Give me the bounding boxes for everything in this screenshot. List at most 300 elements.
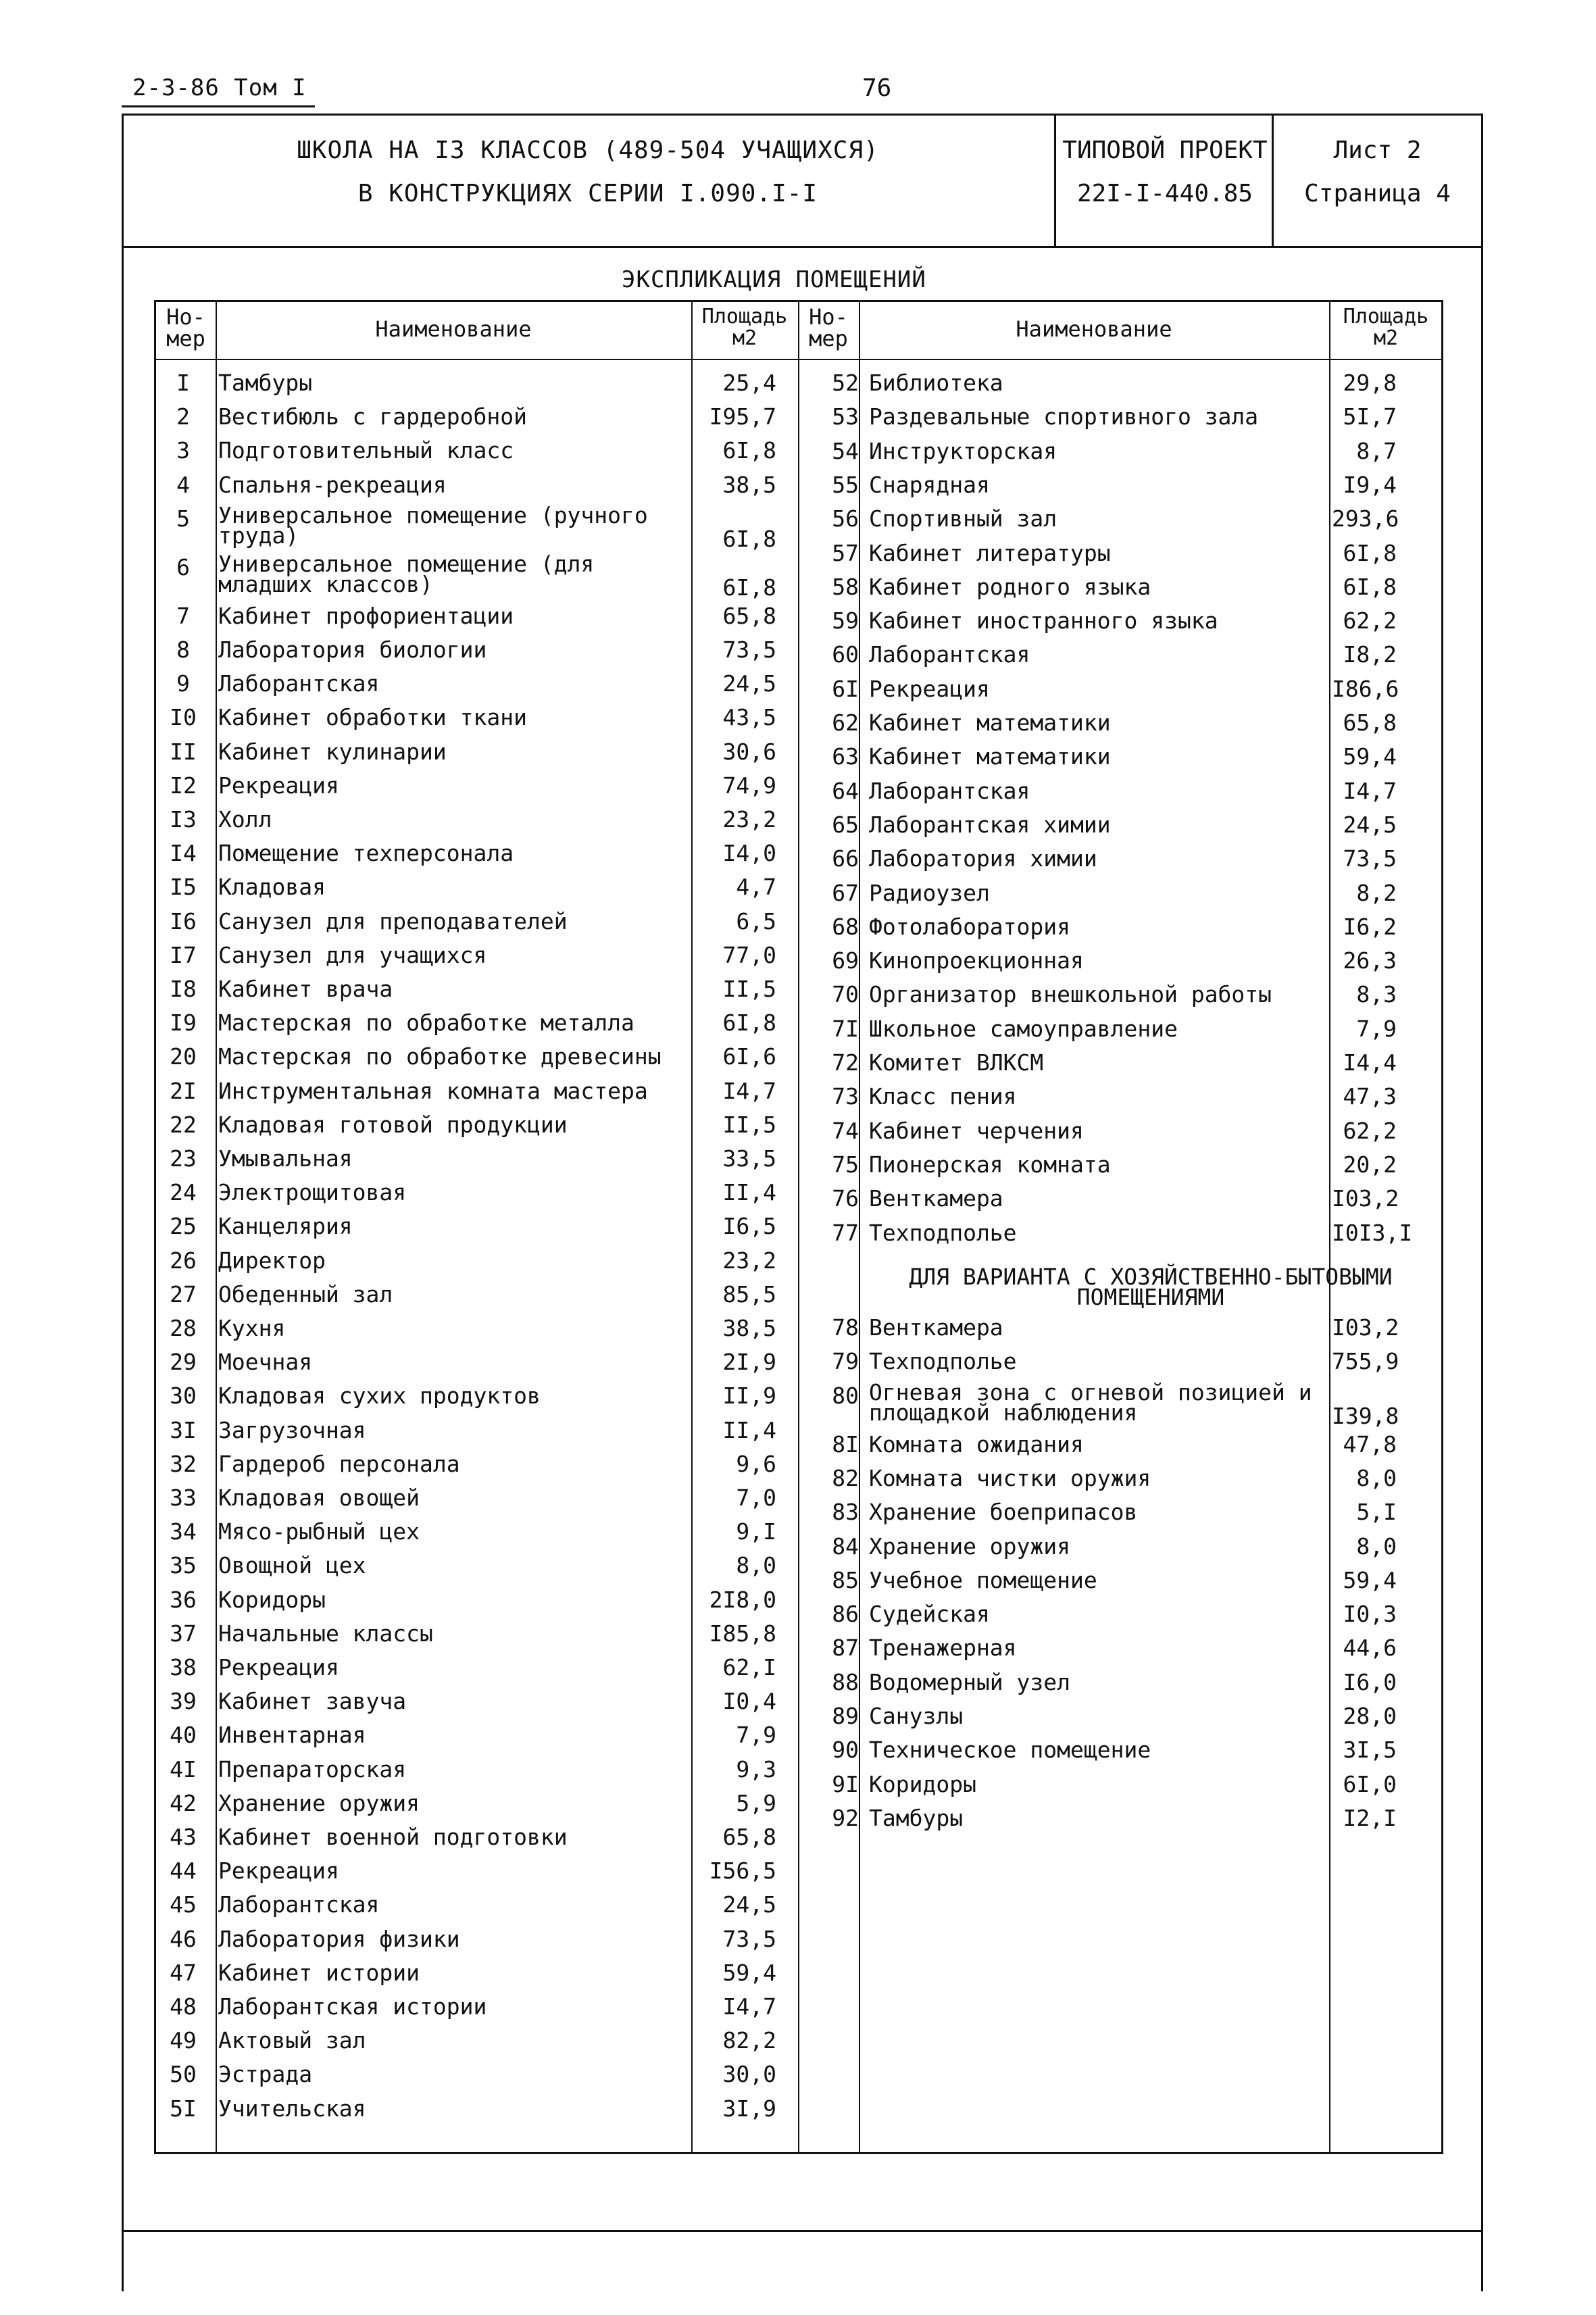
table-row xyxy=(805,710,1443,743)
room-area: 29,8 xyxy=(1343,370,1397,396)
table-row xyxy=(156,637,797,670)
table-row xyxy=(156,670,797,704)
room-area: I9,4 xyxy=(1343,471,1397,498)
room-area: I86,6 xyxy=(1332,675,1399,702)
table-row xyxy=(156,1078,797,1112)
room-number: I7 xyxy=(170,941,197,968)
room-number: 39 xyxy=(170,1688,197,1715)
table-row xyxy=(156,1417,797,1451)
room-area: 293,6 xyxy=(1332,505,1399,532)
room-name: Кабинет литературы xyxy=(869,539,1111,566)
header-area-right: Площадь м2 xyxy=(1343,305,1429,350)
room-number: 42 xyxy=(170,1789,197,1816)
table-row xyxy=(805,914,1443,947)
room-area: 82,2 xyxy=(722,2027,776,2054)
table-row xyxy=(805,607,1443,641)
room-number: 4I xyxy=(170,1756,197,1783)
table-row xyxy=(156,1756,797,1790)
table-row xyxy=(805,1151,1443,1185)
room-name: Коридоры xyxy=(218,1586,326,1613)
room-name: Гардероб персонала xyxy=(218,1450,460,1477)
room-area: 6I,8 xyxy=(722,1010,776,1037)
room-name: Загрузочная xyxy=(218,1416,366,1443)
table-row xyxy=(156,550,797,601)
room-area: 5I,7 xyxy=(1343,403,1397,430)
room-name: Начальные классы xyxy=(218,1620,433,1647)
room-name: Лаборантская химии xyxy=(869,811,1111,838)
room-name: Директор xyxy=(218,1247,326,1274)
table-row xyxy=(805,403,1443,437)
room-name: Кабинет завуча xyxy=(218,1688,407,1715)
room-name: Кабинет врача xyxy=(218,976,393,1002)
room-area: 7,0 xyxy=(736,1485,776,1511)
title-block xyxy=(122,114,1481,248)
room-number: 4 xyxy=(176,471,190,498)
room-name: Санузлы xyxy=(869,1703,964,1729)
room-number: 7I xyxy=(832,1015,859,1042)
room-number: 50 xyxy=(170,2061,197,2088)
table-row xyxy=(156,1654,797,1688)
room-area: 38,5 xyxy=(722,1315,776,1341)
room-area: I6,0 xyxy=(1343,1668,1397,1695)
room-name: Кладовая овощей xyxy=(218,1485,420,1511)
room-number: 26 xyxy=(170,1247,197,1274)
table-row xyxy=(805,1533,1443,1567)
room-number: 66 xyxy=(832,845,859,872)
room-number: 34 xyxy=(170,1518,197,1545)
table-row xyxy=(805,438,1443,472)
table-row xyxy=(156,1179,797,1213)
room-name: Водомерный узел xyxy=(869,1668,1071,1695)
table-row xyxy=(156,1926,797,1960)
room-name: Лаборантская xyxy=(218,1891,380,1918)
room-area: 65,8 xyxy=(722,602,776,629)
room-area: 755,9 xyxy=(1332,1348,1399,1375)
table-row xyxy=(805,1499,1443,1533)
room-number: 74 xyxy=(832,1117,859,1144)
room-number: 25 xyxy=(170,1213,197,1240)
room-name: Кинопроекционная xyxy=(869,947,1084,974)
room-area: 44,6 xyxy=(1343,1635,1397,1662)
room-area: 5,9 xyxy=(736,1789,776,1816)
room-area: 8,0 xyxy=(736,1552,776,1579)
room-number: I4 xyxy=(170,840,197,867)
table-row xyxy=(156,437,797,471)
table-row xyxy=(805,1465,1443,1499)
table-row xyxy=(156,772,797,806)
room-area: 59,4 xyxy=(1343,743,1397,770)
room-name: Кладовая готовой продукции xyxy=(218,1111,568,1138)
room-number: 5I xyxy=(170,2095,197,2122)
table-row xyxy=(805,812,1443,845)
room-area: 9,3 xyxy=(736,1756,776,1783)
room-name: Снарядная xyxy=(869,471,990,498)
room-name: Рекреация xyxy=(218,772,339,799)
room-name: Кладовая xyxy=(218,874,326,901)
room-name: Универсальное помещение (для младших классов) xyxy=(218,550,595,597)
room-area: 6I,8 xyxy=(722,525,776,552)
room-name: Препараторская xyxy=(218,1756,407,1783)
table-row xyxy=(156,1722,797,1756)
room-number: 52 xyxy=(832,370,859,396)
room-name: Тренажерная xyxy=(869,1635,1017,1662)
table-row xyxy=(805,880,1443,914)
room-number: 29 xyxy=(170,1349,197,1376)
table-row xyxy=(156,1451,797,1485)
room-number: 62 xyxy=(832,710,859,736)
room-name: Пионерская комната xyxy=(869,1151,1111,1178)
room-area: II,5 xyxy=(722,976,776,1002)
table-row xyxy=(805,1314,1443,1348)
room-name: Лаборатория химии xyxy=(869,845,1097,872)
room-area: 62,2 xyxy=(1343,607,1397,634)
table-row xyxy=(805,1378,1443,1429)
room-area: 6I,0 xyxy=(1343,1770,1397,1797)
table-row xyxy=(156,1315,797,1349)
table-row xyxy=(805,505,1443,539)
room-area: 8,2 xyxy=(1356,879,1397,906)
room-area: 73,5 xyxy=(722,637,776,663)
room-area: I95,7 xyxy=(709,403,776,430)
room-number: 28 xyxy=(170,1315,197,1341)
room-number: 57 xyxy=(832,539,859,566)
room-name: Хранение оружия xyxy=(218,1789,420,1816)
room-area: 62,I xyxy=(722,1654,776,1681)
room-name: Рекреация xyxy=(869,675,990,702)
room-number: 56 xyxy=(832,505,859,532)
room-area: 23,2 xyxy=(722,806,776,832)
room-number: 58 xyxy=(832,573,859,600)
room-name: Эстрада xyxy=(218,2061,313,2088)
room-number: 89 xyxy=(832,1703,859,1729)
room-number: 44 xyxy=(170,1858,197,1885)
room-area: II,5 xyxy=(722,1111,776,1138)
room-area: 47,3 xyxy=(1343,1083,1397,1110)
header-number-right: Но- мер xyxy=(809,304,848,351)
room-area: 30,0 xyxy=(722,2061,776,2088)
room-name: Лаборантская истории xyxy=(218,1993,487,2020)
room-area: 6I,8 xyxy=(1343,573,1397,600)
room-name: Судейская xyxy=(869,1601,990,1628)
table-row xyxy=(156,1518,797,1552)
table-row xyxy=(156,370,797,403)
room-area: 8,0 xyxy=(1356,1533,1397,1560)
room-number: 77 xyxy=(832,1219,859,1246)
room-name: Огневая зона с огневой позицией и площадкой наблюдения xyxy=(869,1378,1312,1426)
project-number: 22I-I-440.85 xyxy=(1076,180,1253,207)
header-divider xyxy=(156,359,1443,360)
room-number: 79 xyxy=(832,1348,859,1375)
header-area-left: Площадь м2 xyxy=(701,305,788,350)
table-row xyxy=(156,1993,797,2027)
room-name: Лаборантская xyxy=(869,777,1030,804)
header-name-left: Наименование xyxy=(375,316,532,342)
room-name: Раздевальные спортивного зала xyxy=(869,403,1259,430)
room-area: 33,5 xyxy=(722,1145,776,1172)
room-number: 63 xyxy=(832,743,859,770)
table-title: ЭКСПЛИКАЦИЯ ПОМЕЩЕНИЙ xyxy=(622,266,926,293)
table-row xyxy=(805,1016,1443,1049)
table-row xyxy=(805,641,1443,675)
room-name: Тамбуры xyxy=(869,1804,964,1831)
room-number: I8 xyxy=(170,976,197,1002)
table-row xyxy=(156,1383,797,1416)
table-row xyxy=(156,739,797,772)
table-row xyxy=(156,1790,797,1824)
room-number: 20 xyxy=(170,1043,197,1070)
room-area: 74,9 xyxy=(722,772,776,799)
room-area: 6I,6 xyxy=(722,1043,776,1070)
room-name: Лаборантская xyxy=(869,641,1030,668)
room-area: I56,5 xyxy=(709,1858,776,1885)
room-name: Венткамера xyxy=(869,1185,1003,1212)
room-number: 37 xyxy=(170,1620,197,1647)
table-row xyxy=(156,1349,797,1383)
room-number: 53 xyxy=(832,403,859,430)
table-row xyxy=(156,603,797,637)
room-name: Организатор внешкольной работы xyxy=(869,981,1272,1008)
room-name: Хранение боеприпасов xyxy=(869,1499,1138,1526)
table-row xyxy=(156,1587,797,1620)
room-number: 92 xyxy=(832,1804,859,1831)
room-name: Комната чистки оружия xyxy=(869,1464,1151,1491)
room-name: Школьное самоуправление xyxy=(869,1015,1178,1042)
room-number: I xyxy=(176,370,190,396)
room-number: 6 xyxy=(176,553,190,580)
document-code: 2-3-86 Том I xyxy=(132,74,307,101)
room-number: I0 xyxy=(170,704,197,731)
room-area: 62,2 xyxy=(1343,1117,1397,1144)
room-area: II,9 xyxy=(722,1383,776,1410)
table-row xyxy=(156,1112,797,1145)
room-name: Спортивный зал xyxy=(869,505,1057,532)
room-number: 67 xyxy=(832,879,859,906)
room-number: 49 xyxy=(170,2027,197,2054)
room-number: 8 xyxy=(176,637,190,663)
room-name: Рекреация xyxy=(218,1858,339,1885)
room-number: 40 xyxy=(170,1722,197,1749)
room-number: I9 xyxy=(170,1010,197,1037)
room-area: 26,3 xyxy=(1343,947,1397,974)
table-row xyxy=(156,2061,797,2095)
room-number: 32 xyxy=(170,1450,197,1477)
room-area: 59,4 xyxy=(1343,1566,1397,1593)
room-name: Универсальное помещение (ручного труда) xyxy=(218,501,648,549)
room-area: I4,4 xyxy=(1343,1049,1397,1076)
room-name: Кабинет профориентации xyxy=(218,602,514,629)
room-area: 2I8,0 xyxy=(709,1586,776,1613)
room-number: 73 xyxy=(832,1083,859,1110)
table-row xyxy=(156,2095,797,2129)
room-area: 4,7 xyxy=(736,874,776,901)
room-name: Санузел для учащихся xyxy=(218,941,487,968)
table-row xyxy=(156,1552,797,1586)
room-number: 59 xyxy=(832,607,859,634)
project-label: ТИПОВОЙ ПРОЕКТ xyxy=(1062,136,1268,164)
room-number: I6 xyxy=(170,907,197,935)
room-name: Кабинет родного языка xyxy=(869,573,1151,600)
table-row xyxy=(156,1213,797,1247)
room-area: I85,8 xyxy=(709,1620,776,1647)
room-area: 47,8 xyxy=(1343,1430,1397,1458)
room-area: 3I,5 xyxy=(1343,1737,1397,1764)
room-number: II xyxy=(170,738,197,765)
table-row xyxy=(805,1083,1443,1117)
room-number: 33 xyxy=(170,1485,197,1511)
room-number: 27 xyxy=(170,1280,197,1308)
room-area: 6I,8 xyxy=(722,437,776,464)
room-name: Вестибюль с гардеробной xyxy=(218,403,527,430)
room-name: Лаборатория физики xyxy=(218,1925,460,1952)
room-name: Библиотека xyxy=(869,370,1003,396)
room-number: 87 xyxy=(832,1635,859,1662)
room-number: 2I xyxy=(170,1077,197,1104)
title-divider-1 xyxy=(1054,114,1056,246)
room-area: I2,I xyxy=(1343,1804,1397,1831)
room-name: Холл xyxy=(218,806,272,832)
room-number: I2 xyxy=(170,772,197,799)
room-name: Инструментальная комната мастера xyxy=(218,1077,648,1104)
room-name: Венткамера xyxy=(869,1314,1003,1341)
table-row xyxy=(805,778,1443,812)
table-row xyxy=(156,1010,797,1043)
room-area: I8,2 xyxy=(1343,641,1397,668)
room-name: Канцелярия xyxy=(218,1213,353,1240)
table-row xyxy=(156,403,797,437)
room-area: 24,5 xyxy=(722,670,776,697)
room-area: 8,0 xyxy=(1356,1464,1397,1491)
room-name: Умывальная xyxy=(218,1145,353,1172)
room-area: 73,5 xyxy=(722,1925,776,1952)
table-row xyxy=(156,942,797,976)
table-row xyxy=(156,874,797,907)
table-row xyxy=(805,1737,1443,1770)
room-schedule-table xyxy=(154,300,1443,2154)
table-row xyxy=(805,981,1443,1015)
table-row xyxy=(805,845,1443,879)
room-area: II,4 xyxy=(722,1179,776,1206)
room-number: 45 xyxy=(170,1891,197,1918)
document-title-line-2: В КОНСТРУКЦИЯХ СЕРИИ I.090.I-I xyxy=(357,180,818,207)
room-name: Кабинет обработки ткани xyxy=(218,704,527,731)
table-row xyxy=(805,540,1443,574)
room-area: 24,5 xyxy=(722,1891,776,1918)
room-name: Мастерская по обработке древесины xyxy=(218,1043,662,1070)
table-row xyxy=(156,1824,797,1858)
header-number-left: Но- мер xyxy=(166,304,205,351)
room-area: 85,5 xyxy=(722,1280,776,1308)
room-area: I4,7 xyxy=(722,1077,776,1104)
room-area: I6,5 xyxy=(722,1213,776,1240)
table-row xyxy=(156,1485,797,1518)
room-name: Помещение техперсонала xyxy=(218,840,514,867)
room-number: 72 xyxy=(832,1049,859,1076)
room-number: 82 xyxy=(832,1464,859,1491)
room-area: 65,8 xyxy=(722,1824,776,1850)
room-number: I3 xyxy=(170,806,197,832)
table-row xyxy=(156,1281,797,1315)
table-row xyxy=(805,1703,1443,1737)
room-number: 24 xyxy=(170,1179,197,1206)
room-name: Санузел для преподавателей xyxy=(218,907,568,935)
room-number: 6I xyxy=(832,675,859,702)
room-area: 65,8 xyxy=(1343,710,1397,736)
frame-bottom-line xyxy=(122,2230,1481,2232)
table-row xyxy=(156,806,797,840)
room-area: 43,5 xyxy=(722,704,776,731)
col-divider xyxy=(798,302,799,2152)
table-row xyxy=(156,2027,797,2061)
room-name: Кабинет математики xyxy=(869,710,1111,736)
room-area: 59,4 xyxy=(722,1959,776,1986)
room-number: 48 xyxy=(170,1993,197,2020)
room-number: 9 xyxy=(176,670,190,697)
table-row xyxy=(156,472,797,505)
room-name: Комната ожидания xyxy=(869,1430,1084,1458)
table-row xyxy=(156,1145,797,1179)
room-number: 43 xyxy=(170,1824,197,1850)
table-row xyxy=(805,1669,1443,1703)
room-name: Радиоузел xyxy=(869,879,990,906)
room-area: 73,5 xyxy=(1343,845,1397,872)
room-area: 3I,9 xyxy=(722,2095,776,2122)
room-number: 5 xyxy=(176,505,190,532)
room-number: 64 xyxy=(832,777,859,804)
room-number: 69 xyxy=(832,947,859,974)
room-name: Овощной цех xyxy=(218,1552,366,1579)
table-row xyxy=(805,1805,1443,1839)
room-number: 22 xyxy=(170,1111,197,1138)
room-area: 7,9 xyxy=(736,1722,776,1749)
table-row xyxy=(156,501,797,552)
room-name: Тамбуры xyxy=(218,370,313,396)
room-number: I5 xyxy=(170,874,197,901)
table-row xyxy=(156,1620,797,1654)
code-underline xyxy=(122,105,315,107)
room-number: 90 xyxy=(832,1737,859,1764)
room-name: Лаборатория биологии xyxy=(218,637,487,663)
room-area: 24,5 xyxy=(1343,811,1397,838)
room-area: II,4 xyxy=(722,1416,776,1443)
room-number: 76 xyxy=(832,1185,859,1212)
room-area: I6,2 xyxy=(1343,913,1397,940)
table-row xyxy=(805,1601,1443,1635)
table-row xyxy=(156,1247,797,1281)
room-number: 9I xyxy=(832,1770,859,1797)
room-name: Электрощитовая xyxy=(218,1179,407,1206)
page-number: 76 xyxy=(862,74,892,102)
room-area: 5,I xyxy=(1356,1499,1397,1526)
table-row xyxy=(156,976,797,1010)
room-area: 30,6 xyxy=(722,738,776,765)
table-row xyxy=(156,1891,797,1925)
room-number: 2 xyxy=(176,403,190,430)
table-row xyxy=(156,1688,797,1722)
room-name: Кухня xyxy=(218,1315,286,1341)
room-area: I0,3 xyxy=(1343,1601,1397,1628)
room-number: 65 xyxy=(832,811,859,838)
table-row xyxy=(805,472,1443,505)
table-row xyxy=(805,676,1443,710)
room-area: I4,7 xyxy=(1343,777,1397,804)
room-area: I0,4 xyxy=(722,1688,776,1715)
room-number: 70 xyxy=(832,981,859,1008)
room-area: 2I,9 xyxy=(722,1349,776,1376)
page-label: Страница 4 xyxy=(1304,180,1451,207)
room-area: 20,2 xyxy=(1343,1151,1397,1178)
room-name: Актовый зал xyxy=(218,2027,366,2054)
table-row xyxy=(156,704,797,738)
